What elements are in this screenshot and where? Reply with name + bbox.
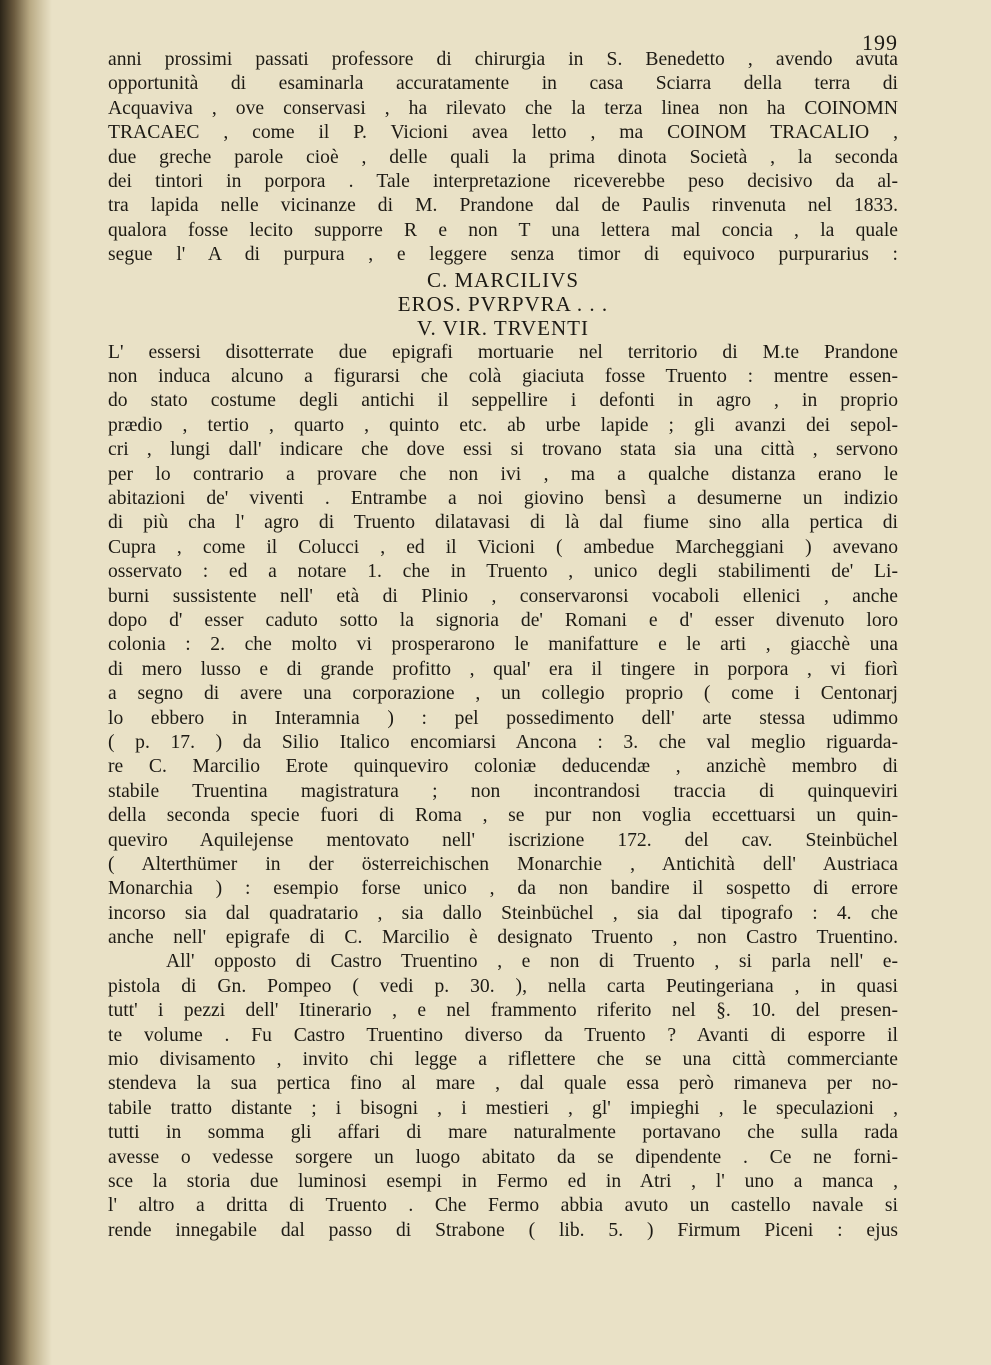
text-line: All' opposto di Castro Truentino , e non di Truento , si parla nell' e- xyxy=(166,951,898,973)
text-line: qualora fosse lecito supporre R e non T una lettera mal concia , la quale xyxy=(108,219,898,241)
text-line: due greche parole cioè , delle quali la prima dinota Società , la seconda xyxy=(108,146,898,168)
text-line: abitazioni de' viventi . Entrambe a noi giovino bensì a desumerne un indizio xyxy=(108,488,898,510)
text-line: sce la storia due luminosi esempi in Fermo ed in Atri , l' uno a manca , xyxy=(108,1170,898,1192)
text-line: a segno di avere una corporazione , un collegio proprio ( come i Centonarj xyxy=(108,683,898,705)
text-line: do stato costume degli antichi il seppellire i defonti in agro , in proprio xyxy=(108,390,898,412)
text-line: incorso sia dal quadratario , sia dallo Steinbüchel , sia dal tipografo : 4. che xyxy=(108,902,898,924)
text-line: anche nell' epigrafe di C. Marcilio è designato Truento , non Castro Truentino. xyxy=(108,927,898,949)
text-line: dei tintori in porpora . Tale interpretazione riceverebbe peso decisivo da al- xyxy=(108,170,898,192)
text-line: TRACAEC , come il P. Vicioni avea letto , ma COINOM TRACALIO , xyxy=(108,122,898,144)
text-line: re C. Marcilio Erote quinqueviro coloniæ deducendæ , anzichè membro di xyxy=(108,756,898,778)
text-line: avesse o vedesse sorgere un luogo abitato da se dipendente . Ce ne forni- xyxy=(108,1146,898,1168)
text-line: Cupra , come il Colucci , ed il Vicioni ( ambedue Marcheggiani ) avevano xyxy=(108,536,898,558)
text-line: tutti in somma gli affari di mare naturalmente portavano che sulla rada xyxy=(108,1122,898,1144)
page-number: 199 xyxy=(862,30,898,55)
inscription-line: C. MARCILIVS xyxy=(426,267,580,292)
text-line: opportunità di esaminarla accuratamente in casa Sciarra della terra di xyxy=(108,73,898,95)
text-line: colonia : 2. che molto vi prosperarono le manifatture e le arti , giacchè una xyxy=(108,634,898,656)
text-line: tabile tratto distante ; i bisogni , i mestieri , gl' impieghi , le speculazioni , xyxy=(108,1097,898,1119)
text-line: di mero lusso e di grande profitto , qual' era il tingere in porpora , vi fiorì xyxy=(108,658,898,680)
text-line: l' altro a dritta di Truento . Che Fermo abbia avuto un castello navale si xyxy=(108,1195,898,1217)
text-line: osservato : ed a notare 1. che in Truento , unico degli stabilimenti de' Li- xyxy=(108,561,898,583)
inscription-line: V. VIR. TRVENTI xyxy=(417,316,589,341)
text-line: tra lapida nelle vicinanze di M. Prandone dal de Paulis rinvenuta nel 1833. xyxy=(108,195,898,217)
inscription-line: EROS. PVRPVRA . . . xyxy=(397,291,609,316)
text-line: cri , lungi dall' indicare che dove essi si trovano stata sia una città , servono xyxy=(108,439,898,461)
text-line: te volume . Fu Castro Truentino diverso da Truento ? Avanti di esporre il xyxy=(108,1024,898,1046)
text-line: prædio , tertio , quarto , quinto etc. ab urbe lapide ; gli avanzi dei sepol- xyxy=(108,414,898,436)
text-line: stabile Truentina magistratura ; non incontrandosi traccia di quinqueviri xyxy=(108,780,898,802)
text-line: queviro Aquilejense mentovato nell' iscrizione 172. del cav. Steinbüchel xyxy=(108,829,898,851)
text-line: burni sussistente nell' età di Plinio , conservaronsi vocaboli ellenici , anche xyxy=(108,585,898,607)
text-line: per lo contrario a provare che non ivi , ma a qualche distanza erano le xyxy=(108,463,898,485)
text-line: rende innegabile dal passo di Strabone ( lib. 5. ) Firmum Piceni : ejus xyxy=(108,1219,898,1241)
text-line: lo ebbero in Interamnia ) : pel possedimento dell' arte stessa udimmo xyxy=(108,707,898,729)
text-line: non induca alcuno a figurarsi che colà giaciuta fosse Truento : mentre essen- xyxy=(108,366,898,388)
text-line: segue l' A di purpura , e leggere senza timor di equivoco purpurarius : xyxy=(108,244,898,266)
text-line: Acquaviva , ove conservasi , ha rilevato che la terza linea non ha COINOMN xyxy=(108,97,898,119)
text-line: pistola di Gn. Pompeo ( vedi p. 30. ), nella carta Peutingeriana , in quasi xyxy=(108,975,898,997)
text-line: L' essersi disotterrate due epigrafi mortuarie nel territorio di M.te Prandone xyxy=(108,341,898,363)
text-line: mio divisamento , invito chi legge a riflettere che se una città commerciante xyxy=(108,1049,898,1071)
book-spine-shadow xyxy=(0,0,52,1365)
text-line: ( Alterthümer in der österreichischen Monarchie , Antichità dell' Austriaca xyxy=(108,853,898,875)
page-text-block xyxy=(108,48,898,1243)
text-line: della seconda specie fuori di Roma , se pur non voglia eccettuarsi un quin- xyxy=(108,805,898,827)
text-line: anni prossimi passati professore di chirurgia in S. Benedetto , avendo avuta xyxy=(108,49,898,70)
text-line: Monarchia ) : esempio forse unico , da non bandire il sospetto di errore xyxy=(108,878,898,900)
text-line: tutt' i pezzi dell' Itinerario , e nel frammento riferito nel §. 10. del presen- xyxy=(108,1000,898,1022)
text-line: stendeva la sua pertica fino al mare , dal quale essa però rimaneva per no- xyxy=(108,1073,898,1095)
text-line: ( p. 17. ) da Silio Italico encomiarsi Ancona : 3. che val meglio riguarda- xyxy=(108,731,898,753)
text-line: dopo d' esser caduto sotto la signoria de' Romani e d' esser divenuto loro xyxy=(108,609,898,631)
text-line: di più cha l' agro di Truento dilatavasi di là dal fiume sino alla pertica di xyxy=(108,512,898,534)
